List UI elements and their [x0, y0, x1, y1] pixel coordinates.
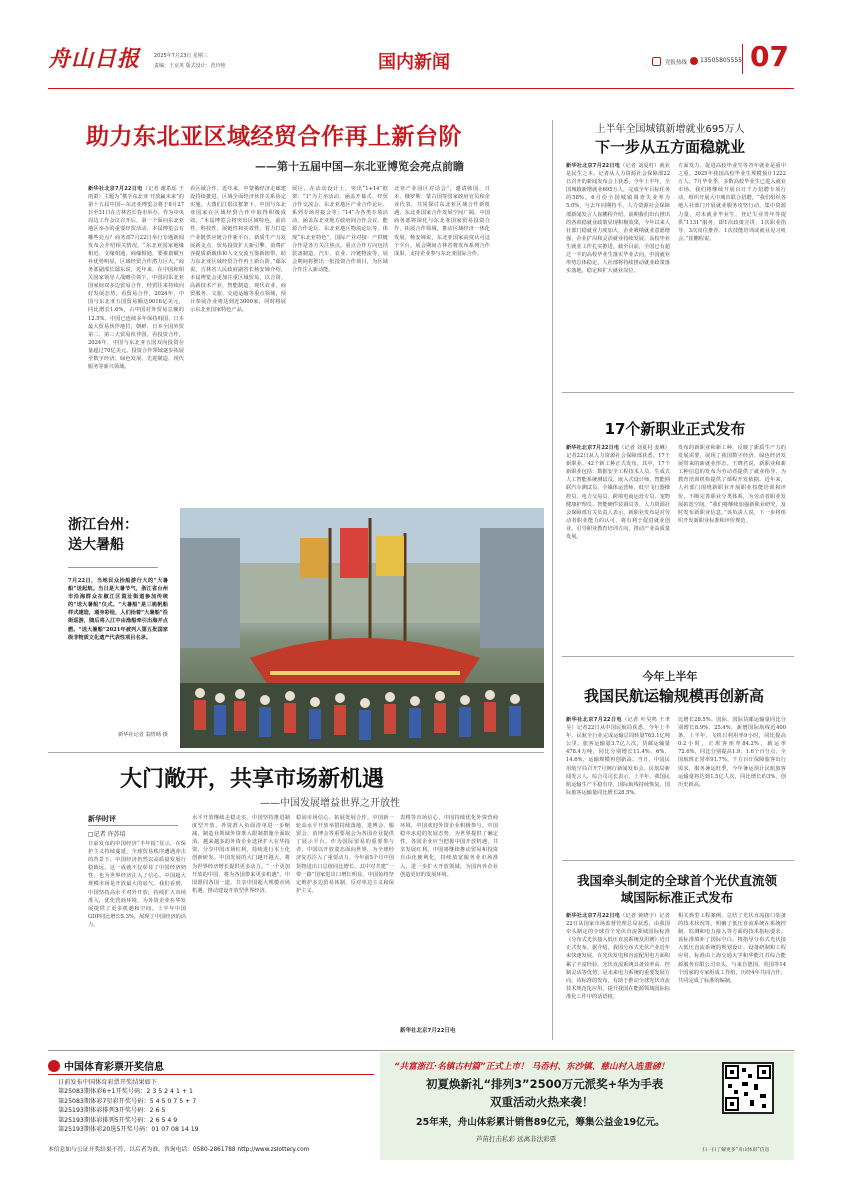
feature-credit: 新华社记者 翁忻旸 摄 — [118, 732, 168, 738]
lower-lead-col-1 — [88, 840, 186, 1030]
lower-lead-byline: □记者 许苏培 — [88, 831, 126, 838]
feature-title-rule — [68, 567, 158, 568]
page-divider — [742, 44, 743, 74]
page-number: 07 — [750, 40, 789, 73]
lower-lead-col-4 — [400, 814, 498, 1020]
ad-headline: “共富浙江·名镇古村篇”正式上市！ 马岙村、东沙镇、慈山村入选重磅！ — [394, 1062, 670, 1072]
lottery-title-rule — [48, 1074, 374, 1075]
hotline-label: 党报热线 — [665, 60, 688, 66]
ad-promo: 初夏焕新礼“排列3”2500万元派奖+华为手表 — [426, 1077, 664, 1091]
section-rule — [48, 752, 544, 753]
occupations-reporter: （记者 刘夏村 姜琳） — [619, 445, 670, 451]
employment-text-1: 就业是民生之本。记者从人力资源社会保障部22日召开的新闻发布会上获悉，今年上半年，全国城镇新增就业695万人，完成全年目标任务的58%。6月份全国城镇调查失业率为5.0%，与去年同期持平。人力资源社会保障部新闻发言人崔鹏程介绍，前期我们出台推出的各项稳就业政策显现积极效果，今年以来人社部门稳就业力度加大，企业吸纳就业意愿增强，企业扩岗和灵活就业持续发展。高校毕业生就业工作扎实推进。截至目前，全国已有超过一半的高校毕业生落实毕业去向。中国就业形势总体稳定。人社部将持续推动就业政策落实落地，稳定和扩大就业岗位。 — [566, 163, 670, 275]
lottery-line: 第25193期体彩20选5开奖号码：01 07 08 14 19 — [58, 1126, 199, 1134]
lead-subtitle: ——第十五届中国—东北亚博览会亮点前瞻 — [255, 160, 464, 173]
lottery-line: 第25193期体彩排列5开奖号码：2 6 5 4 9 — [58, 1116, 178, 1124]
pv-reporter: （记者 黄晓宇） — [620, 913, 660, 919]
lead-byline: 新华社北京7月22日电 — [88, 186, 143, 192]
aviation-byline: 新华社北京7月22日电 — [566, 717, 622, 723]
column-label: 新华时评 — [88, 815, 116, 823]
lower-lead-text-1: 日前发布的中国经济“半年报”显示，在保护主义持续蔓延、全球贸易秩序遭遇冲击的背景下，中国经济仍然以高质量发展行稳致远。这一成就不仅彰显了中国经济韧性，也为世界经济注入了信心。中国超大规模市场是开放最大的底气。我们看到，中国坚持高水平对外开放，持续扩大市场准入，优化营商环境，为外资企业在华发展提供了更多机遇和空间。上半年中国GDP同比增长5.3%，展现了中国经济的活力。 — [88, 841, 186, 928]
pv-col-1 — [566, 912, 670, 1042]
employment-text-2: 方面发力。促进高校毕业生等青年就业是重中之重。2025年我国高校毕业生规模预计1222万人，7月毕业季，多数高校毕业生已进入就业市场。我们将继续开展百日千万招聘专项行动，组织开展大中城市联合招聘。“我们组织各地人社部门开展就业服务攻坚行动，集中资源力量，对未就业毕业生、登记失业青年等提供“1131”服务，即1次政策宣讲、1次职业指导、3次岗位推荐、1次技能培训或就业见习机会。”崔鹏程说。 — [678, 163, 786, 242]
section-rule — [562, 392, 794, 393]
ad-slogan: 芦苗打击私彩 远离非法彩票 — [476, 1135, 557, 1143]
aviation-title: 我国民航运输规模再创新高 — [583, 687, 764, 705]
occupations-text-1: 记者22日从人力资源社会保障部获悉，17个新职业、42个新工种正式发布。其中，17个新职业包括：数据安全工程技术人员、生成式人工智能系统测试员、嵌入式设计师、智能网联汽车测试员、全媒体运营师、低空飞行器操控员、电力交易员、跨境电商运营专员、宠物健康护理员、智能硬件装调员等。人力资源社会保障部有关负责人表示，新职业发布是对劳动者职业能力的认可，将有利于促进就业创业，引导职业教育培训方向，推动产业高质量发展。 — [566, 453, 670, 541]
newspaper-logo: 舟山日报 — [48, 46, 141, 72]
bottom-rule — [48, 1050, 794, 1051]
masthead-rule — [48, 88, 794, 89]
occupations-title: 17个新职业正式发布 — [604, 420, 746, 438]
lead-text-4: 北亚产业园区对话会”，邀请韩国、日本、俄罗斯、蒙古国等国家政府官员和企业代表，共同探讨东北亚区域合作新机遇。东北亚国家合作发展空间广阔。中国商务部将深化与东北亚国家贸易投资合作，拓展合作领域，推动区域经济一体化发展。杨安娣说，东北亚国家高度认可这个平台。展会期间吉林省将发布系列合作成果，支持企业参与东北亚国际合作。 — [394, 186, 490, 257]
lead-col-1 — [88, 185, 184, 510]
occupations-text-2: 发布的新职业和新工种，反映了新质生产力的发展需要，展现了我国数字经济、绿色经济发展带来的新就业形态。王晓君说，新职业和新工种信息的发布为劳动者提供了就业指导，为教育培训机构提供了课程开发依据。近年来，人社部门围绕新职业开展职业技能培训和评价，不断完善职业分类体系，为劳动者职业发展拓宽空间。“我们将继续加强新职业研究，及时发布新职业信息。”该负责人说，下一步将组织开发新职业标准和评价规范。 — [678, 445, 786, 524]
lead-title: 助力东北亚区域经贸合作再上新台阶 — [86, 124, 462, 150]
pv-byline: 新华社北京7月22日电 — [566, 913, 621, 919]
circle-icon — [690, 57, 698, 65]
pv-title: 我国牵头制定的全球首个光伏直流领域国际标准正式发布 — [576, 873, 777, 905]
lower-lead-title: 大门敞开，共享市场新机遇 — [120, 767, 385, 792]
qr-code-icon — [722, 1062, 774, 1114]
occupations-byline: 新华社北京7月22日电 — [566, 445, 620, 451]
qr-pattern — [724, 1064, 772, 1112]
section-rule — [562, 860, 794, 861]
lottery-ad — [380, 1052, 794, 1160]
aviation-kicker: 今年上半年 — [642, 670, 698, 683]
aviation-reporter: （记者 叶昊鸣 王聿昊） — [566, 717, 670, 732]
ad-promo-sub: 双重活动火热来袭！ — [490, 1095, 594, 1109]
aviation-text-2: 比增长28.5%。国际、国际货邮运输量同比分别增长8.9%、25.4%，新增国际航线近400条。上半年，飞机日利用率9小时，同比提高0.2小时，正班客座率84.2%，载运率72.6%，同比分别提高1.9、1.6个百分点，全国航班正常率91.7%。千方百计保障旅客出行需求，服务暑运旺季，今年暑运预计民航旅客运输量将达到1.5亿人次，同比增长约3%，创历史新高。 — [678, 717, 786, 788]
lead-col-3 — [292, 185, 388, 510]
aviation-col-2 — [678, 716, 786, 852]
employment-reporter: （记者 刘夏村） — [620, 163, 660, 169]
section-rule — [562, 656, 794, 657]
lower-lead-text-4: 表格等市场信心，中国持续优化外资营商环境，中国欢迎外资企业积极参与。中国稳中求进的发展态势，为世界提供了确定性。各国企业应当把握中国开放机遇，共享发展红利。中国将继续推动贸易和投资自由化便利化，持续放宽服务业市场准入，进一步扩大开放领域，为国内外企业创造更好的发展环境。 — [400, 815, 498, 878]
employment-col-2 — [678, 162, 786, 380]
ad-stats: 25年来，舟山体彩累计销售89亿元，筹集公益金19亿元。 — [416, 1117, 665, 1128]
lower-lead-subtitle: ——中国发展增益世界之开放性 — [260, 798, 400, 809]
masthead — [48, 38, 794, 90]
section-title: 国内新闻 — [378, 52, 450, 73]
feature-caption: 7月22日，当地民众抬船游行大的“大暑船”送起航。当日是大暑节气，浙江省台州市沿海群众在椒江区葭沚街道参加传统的“送大暑船”仪式。“大暑船”是三桅帆船样式建造，通身彩绘，人们抬着“大暑船”沿街巡游，随后将入江中由渔船牵引出海并点燃。“送大暑船”2021年被列入第五批国家级非物质文化遗产代表性项目名录。 — [68, 578, 168, 641]
lower-lead-col-3 — [296, 814, 394, 1030]
lead-text-2: 看区域合作，近年来，中蒙俄经济走廊建设持续推进，区域全面经济伙伴关系协定实施，大图们江倡议框架下，中国与东北亚国家在区域经贸合作中取得积极成效。“本届博览会将突出区域特色，前沿性、科技性、展链性和实效性，着力打造产业链供应链合作新平台、新质生产力发展新支点、贸易投资扩大新引擎、消费扩容提质新载体和人文交流互鉴新纽带，助力东北亚区域经贸合作再上新台阶。”鄢东说。吉林省人民政府副省长杨安娣介绍，本届博览会更加注重区域贸易，以合资、高新技术产业、智能制造、现代农业、商贸服务、文旅、交通运输等重点领域，预计参展企业将达到近3000家，同时将展示东北亚国家特色产品。 — [190, 186, 286, 314]
phone-icon — [652, 57, 661, 66]
hotline-number: 13505805555 — [700, 57, 742, 64]
employment-title: 下一步从五方面稳就业 — [594, 138, 745, 156]
pv-col-2 — [678, 912, 786, 1042]
lead-text-3: 展区。在活动设计上，突出“1+14”框架：“1”为主举活动，涵盖开幕式、经贸合作交流会、东北亚地区产业合作论坛、系列专场对接会等；“14”为各类专项活动，涵盖东北亚地方政府间合作会议、能源合作论坛、东北亚地区物流论坛等，体现“东北亚特色”。国际产业对接：产供链合作是各方关注焦点。重点合作方向包括装备制造、汽车、农业、冷链物流等。展会期间将推出一批投资合作项目，为区域合作注入新动能。 — [292, 186, 388, 273]
occupations-col-1 — [566, 444, 670, 644]
pv-text-1: 记者22日从国家市场监督管理总局获悉，由我国牵头制定的全球首个光伏直流领域国际标准《分布式光伏接入低压直流系统及用例》近日正式发布。据介绍，我国分布式光伏产业近年来快速发展，在光伏发电和直流配用电方面积累了丰富经验。光伏直流系统具备效率高、控制灵活等优势，是未来电力系统的重要发展方向。该标准的发布，有助于推动全球光伏直流技术规范化应用，提升我国在能源领域国际标准化工作中的话语权。 — [566, 913, 670, 1000]
lottery-line: 第25193期体彩排列3开奖号码：2 6 5 — [58, 1107, 166, 1115]
editor-credits: 责编：王京英 版式设计：范玲艳 — [154, 63, 226, 69]
lottery-list — [58, 1078, 374, 1134]
qr-caption: 扫一扫了解更多“舟山体彩”信息 — [702, 1148, 770, 1153]
lottery-line: 第25083期体彩6+1开奖号码：2 3 5 2 4 1 + 1 — [58, 1088, 193, 1096]
employment-kicker: 上半年全国城镇新增就业695万人 — [595, 124, 745, 135]
lead-col-2 — [190, 185, 286, 510]
feature-box — [48, 505, 176, 745]
aviation-col-1 — [566, 716, 670, 852]
lottery-line: 日前发布中国体育彩票开奖结果如下 — [58, 1079, 157, 1086]
aviation-text-1: 记者22日从中国民航局获悉，今年上半年，民航全行业完成运输总周转量763.1亿吨公里，旅客运输量3.7亿人次，货邮运输量478.4万吨，同比分别增长11.4%、6%、14.6%，运输规模再创新高。当日，中国民用航空局召开7月例行新闻发布会。民航局新闻发言人、综合司司长表示，上半年，我国民航运输生产平稳有序，国际航线持续恢复，国际旅客运输量同比增长28.5%。 — [566, 725, 670, 796]
issue-date: 2025年7月23日 星期三 — [154, 53, 208, 59]
lottery-logo-icon — [48, 1060, 60, 1072]
lower-lead-text-3: 稳固市场信心、拓展发展合作。中国新一轮高水平开放举措持续落地，进博会、服贸会、消博会等重要展会为各国企业提供了展示平台。作为国际贸易的重要参与者，中国以开放姿态面向世界，为全球经济复苏注入了重要动力。今年前5个月中国货物进出口总值同比增长，其中对共建“一带一路”国家进出口增长明显。中国始终坚定维护多边贸易体制，反对单边主义和保护主义。 — [296, 815, 394, 894]
employment-col-1 — [566, 162, 670, 380]
feature-title: 浙江台州： 送大暑船 — [68, 517, 138, 553]
pv-text-2: 相关典型工程案例，总结了光伏直流接口装备的技术状况等，明确了低压直流系统在系统控制、监测和电力接入等方面的技术指标要求。该标准填补了国际空白，将指导分布式光伏接入低压直流系统的规划设计、设备研制和工程应用。标准由上海交通大学和华能江苏综合能源服务有限公司牵头，与来自德国、英国等14个国家的专家组成工作组，历经4年共同合作，共同完成了标准的编制。 — [678, 913, 786, 984]
lower-lead-dateline: 新华社北京7月22日电 — [400, 1028, 456, 1034]
lower-lead-text-2: 水平开放继续走稳走实。中国坚持推进制度型开放，外资准入负面清单进一步缩减，制造业领域外资准入限制措施全面取消。越来越多的外资企业选择扩大在华投资，分享中国市场红利，持续进行本土化创新研发。中国发展的大门越开越大，将为世界经济增长提供更多动力。“一个更加开放的中国，将为各国带来更多机遇”。中国愿同各国一道，共享中国超大规模市场机遇，推动建设开放型世界经济。 — [192, 815, 290, 894]
lead-col-4 — [394, 185, 490, 510]
lottery-box — [48, 1058, 374, 1158]
lead-reporters: （记者 谢希瑶 王雨萧） — [88, 186, 184, 201]
lottery-notice: 本信息如与公证开奖结果不符，以后者为准。咨询电话：0580-2861788 http://www.zslottery.com — [48, 1147, 310, 1153]
occupations-col-2 — [678, 444, 786, 644]
lottery-title: 中国体育彩票开奖信息 — [64, 1062, 164, 1073]
lead-text-1: 主题为“携手东北亚 开放赢未来”的第十五届中国—东北亚博览会将于8月27日至31日在吉林省长春市举办。作为中央周边工作会议召开后，第一个面向东北亚地区举办的重要经贸活动，本届博览会有哪些亮点？商务部7月22日举行专题新闻发布会介绍相关情况。“东北亚国家地缘相近、文缘相通，商缘相通，要素禀赋互补优势明显，区域经贸合作潜力巨大。”商务部副部长鄢东说，近年来，在中国和相关国家领导人战略引领下，中国同东北亚国家间双多边贸易合作，经贸往来持续向好发展态势。看贸易合作，2024年，中国与东北亚五国贸易额达9016亿美元，同比增长1.6%，占中国对外贸易总额的12.5%。中国已连续多年保持韩国、日本最大贸易伙伴地位，朝鲜、日本全国外贸第二、第三大贸易伙伴国。看投资合作，2024年，中国与东北亚五国双向投资存量超过70亿美元。投资合作领域逐步拓展至数字经济、绿色发展、先进制造、现代服务等新兴领域。 — [88, 194, 184, 371]
column-divider — [552, 120, 553, 1040]
employment-byline: 新华社北京7月22日电 — [566, 163, 621, 169]
column-label-rule — [88, 825, 178, 826]
lottery-line: 第25083期体彩7星彩开奖号码：5 4 5 0 7 5 + 7 — [58, 1097, 197, 1105]
lower-lead-col-2 — [192, 814, 290, 1030]
festival-photo-illustration — [180, 508, 544, 748]
festival-photo — [180, 508, 544, 748]
